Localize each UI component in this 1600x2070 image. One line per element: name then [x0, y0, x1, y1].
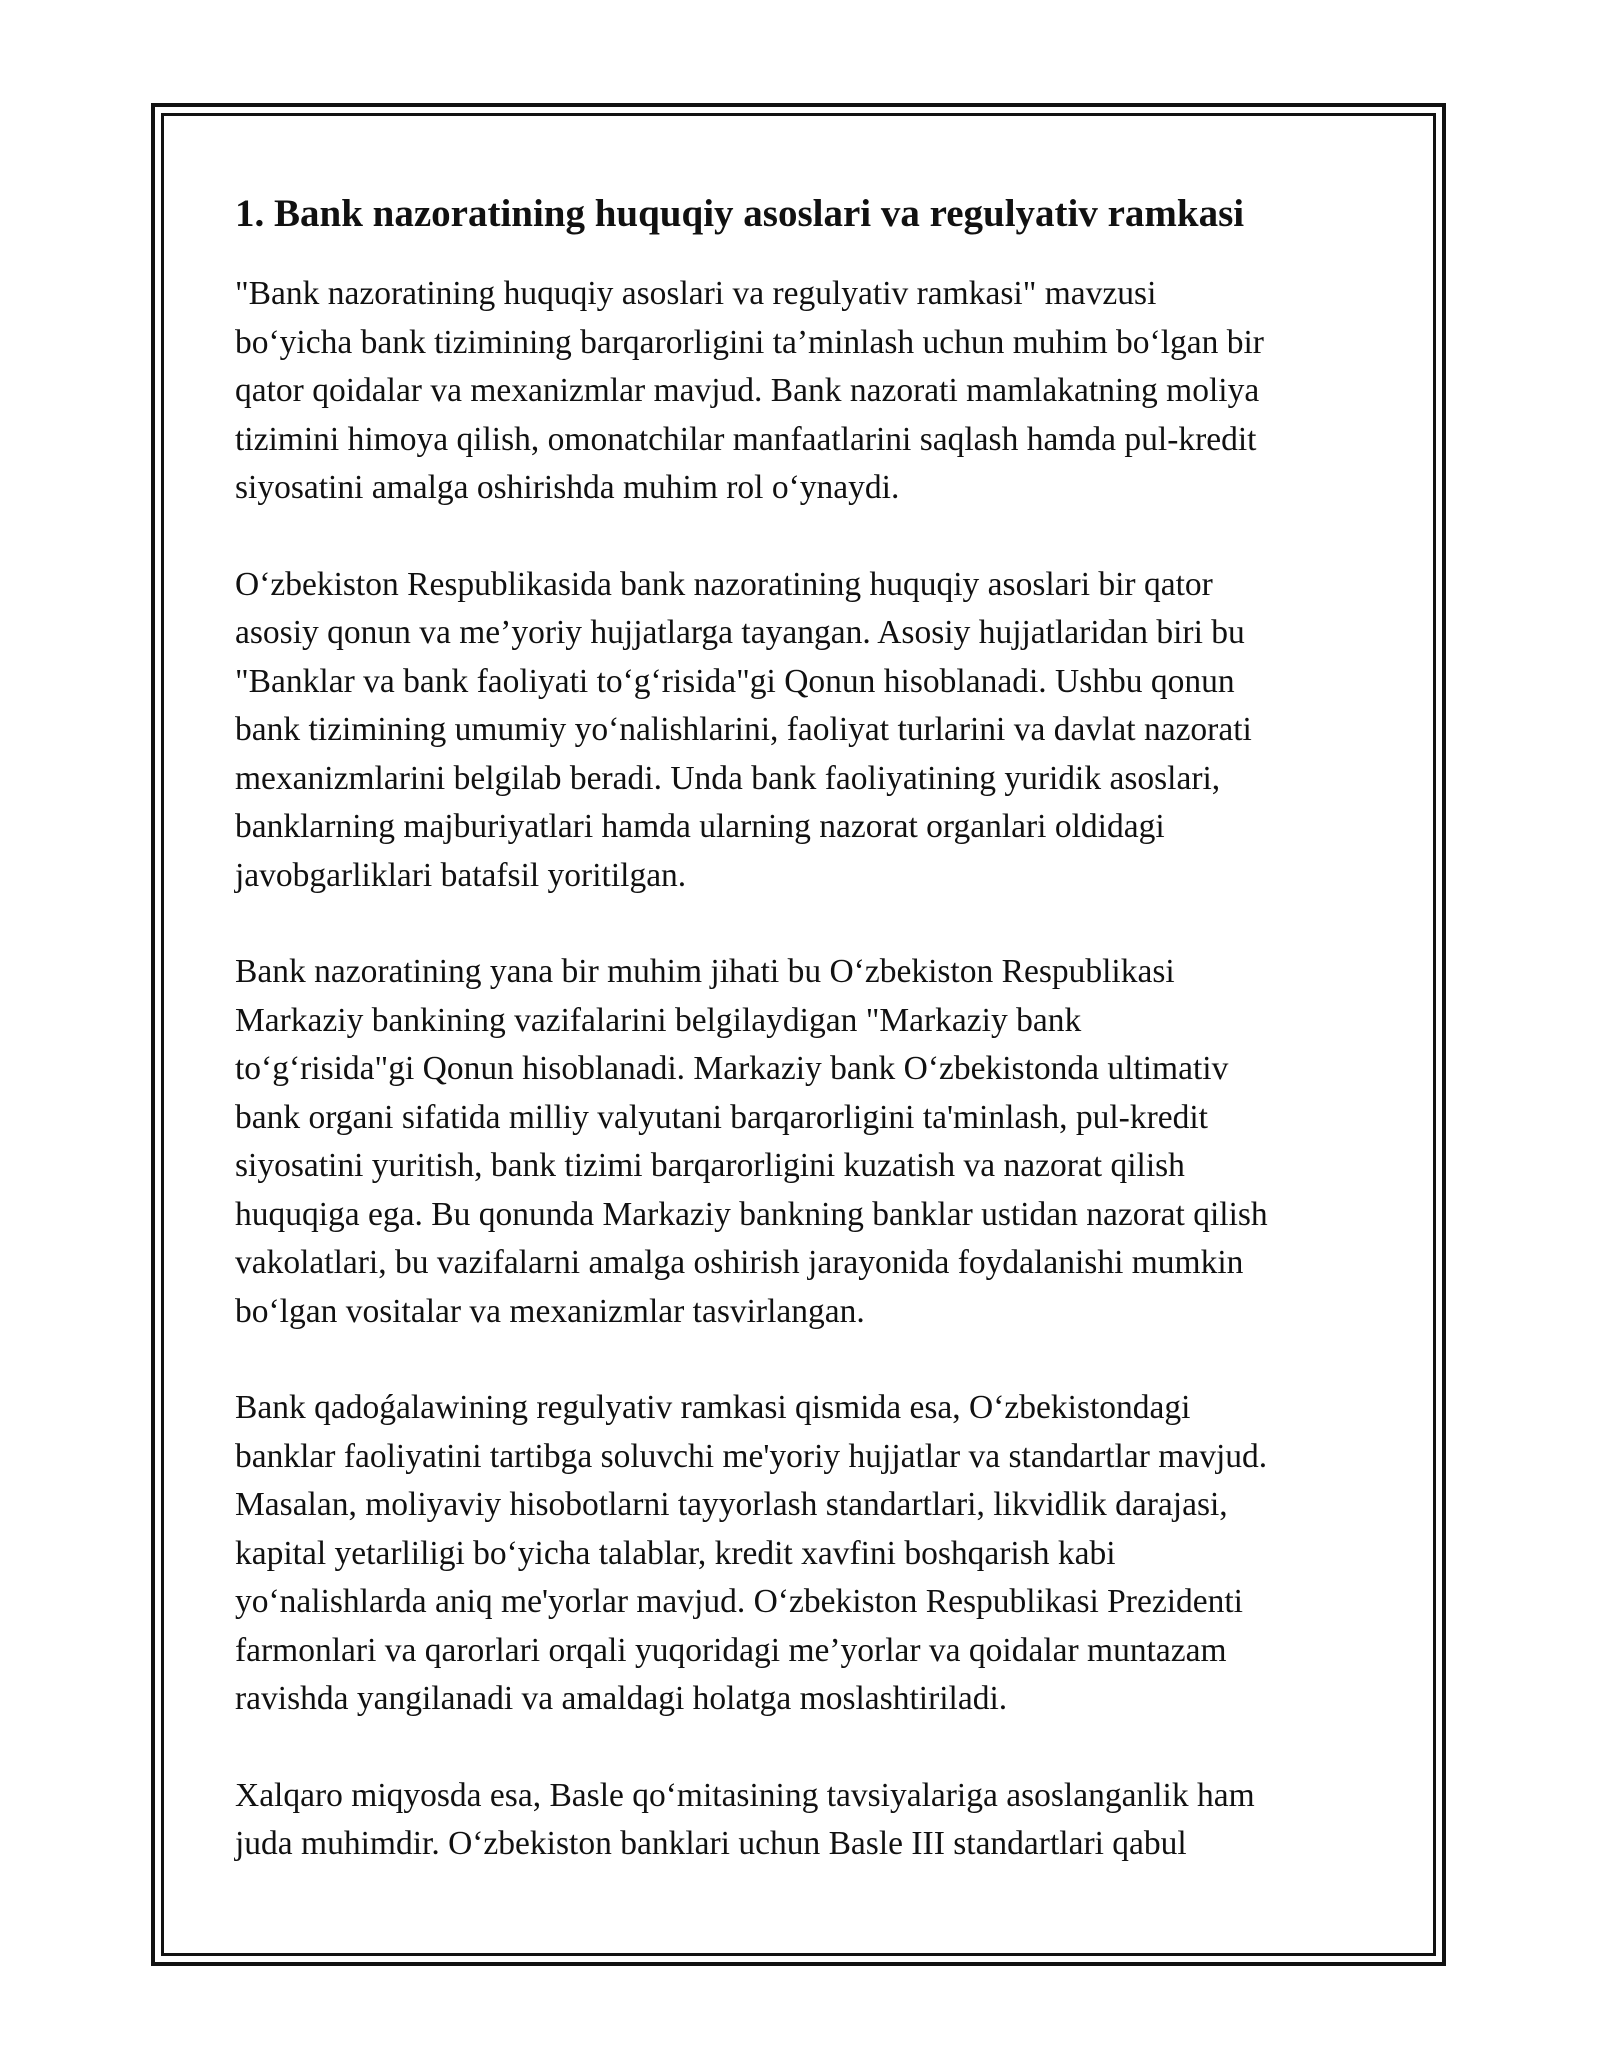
text-line: "Bank nazoratining huquqiy asoslari va regulyativ ramkasi" mavzusi	[235, 275, 1157, 312]
text-line: Masalan, moliyaviy hisobotlarni tayyorlash standartlari, likvidlik darajasi,	[235, 1486, 1228, 1523]
paragraph	[235, 948, 1375, 1336]
text-line: Xalqaro miqyosda esa, Basle qo‘mitasining tavsiyalariga asoslanganlik ham	[235, 1776, 1255, 1814]
text-line: bank organi sifatida milliy valyutani barqarorligini ta'minlash, pul-kredit	[235, 1098, 1208, 1136]
text-line: vakolatlari, bu vazifalarni amalga oshirish jarayonida foydalanishi mumkin	[235, 1244, 1244, 1281]
text-line: ravishda yangilanadi va amaldagi holatga moslashtiriladi.	[235, 1680, 1008, 1717]
text-line: qator qoidalar va mexanizmlar mavjud. Bank nazorati mamlakatning moliya	[235, 372, 1260, 409]
text-line: siyosatini amalga oshirishda muhim rol o‘ynaydi.	[235, 469, 900, 506]
text-line: siyosatini yuritish, bank tizimi barqarorligini kuzatish va nazorat qilish	[235, 1147, 1185, 1184]
text-line: O‘zbekiston Respublikasida bank nazoratining huquqiy asoslari bir qator	[235, 565, 1213, 603]
text-line: kapital yetarliligi bo‘yicha talablar, kredit xavfini boshqarish kabi	[235, 1534, 1116, 1572]
text-line: farmonlari va qarorlari orqali yuqoridagi me’yorlar va qoidalar muntazam	[235, 1631, 1227, 1669]
text-line: to‘g‘risida"gi Qonun hisoblanadi. Markaziy bank O‘zbekistonda ultimativ	[235, 1050, 1229, 1087]
text-line: mexanizmlarini belgilab beradi. Unda bank faoliyatining yuridik asoslari,	[235, 759, 1221, 797]
document-body	[235, 186, 1375, 1917]
text-line: banklar faoliyatini tartibga soluvchi me'yoriy hujjatlar va standartlar mavjud.	[235, 1437, 1268, 1475]
text-line: bo‘lgan vositalar va mexanizmlar tasvirlangan.	[235, 1292, 865, 1330]
text-line: "Banklar va bank faoliyati to‘g‘risida"gi Qonun hisoblanadi. Ushbu qonun	[235, 662, 1235, 700]
text-line: yo‘nalishlarda aniq me'yorlar mavjud. O‘zbekiston Respublikasi Prezidenti	[235, 1583, 1243, 1620]
section-heading: 1. Bank nazoratining huquqiy asoslari va regulyativ ramkasi	[235, 192, 1245, 235]
text-line: bank tizimining umumiy yo‘nalishlarini, faoliyat turlarini va davlat nazorati	[235, 711, 1252, 748]
text-line: Bank qadoǵalawining regulyativ ramkasi qismida esa, O‘zbekistondagi	[235, 1389, 1191, 1426]
paragraph	[235, 1384, 1375, 1724]
paragraph	[235, 561, 1375, 901]
text-line: tizimini himoya qilish, omonatchilar manfaatlarini saqlash hamda pul-kredit	[235, 420, 1257, 458]
paragraph	[235, 270, 1375, 513]
text-line: javobgarliklari batafsil yoritilgan.	[235, 856, 687, 894]
text-line: banklarning majburiyatlari hamda ularning nazorat organlari oldidagi	[235, 808, 1165, 845]
text-line: asosiy qonun va me’yoriy hujjatlarga tayangan. Asosiy hujjatlaridan biri bu	[235, 614, 1245, 651]
text-line: juda muhimdir. O‘zbekiston banklari uchun Basle III standartlari qabul	[235, 1825, 1187, 1862]
text-line: Markaziy bankining vazifalarini belgilaydigan "Markaziy bank	[235, 1001, 1082, 1039]
paragraph	[235, 1772, 1375, 1869]
text-line: Bank nazoratining yana bir muhim jihati bu O‘zbekiston Respublikasi	[235, 953, 1175, 990]
text-line: bo‘yicha bank tizimining barqarorligini ta’minlash uchun muhim bo‘lgan bir	[235, 323, 1264, 361]
text-line: huquqiga ega. Bu qonunda Markaziy bankning banklar ustidan nazorat qilish	[235, 1195, 1268, 1233]
